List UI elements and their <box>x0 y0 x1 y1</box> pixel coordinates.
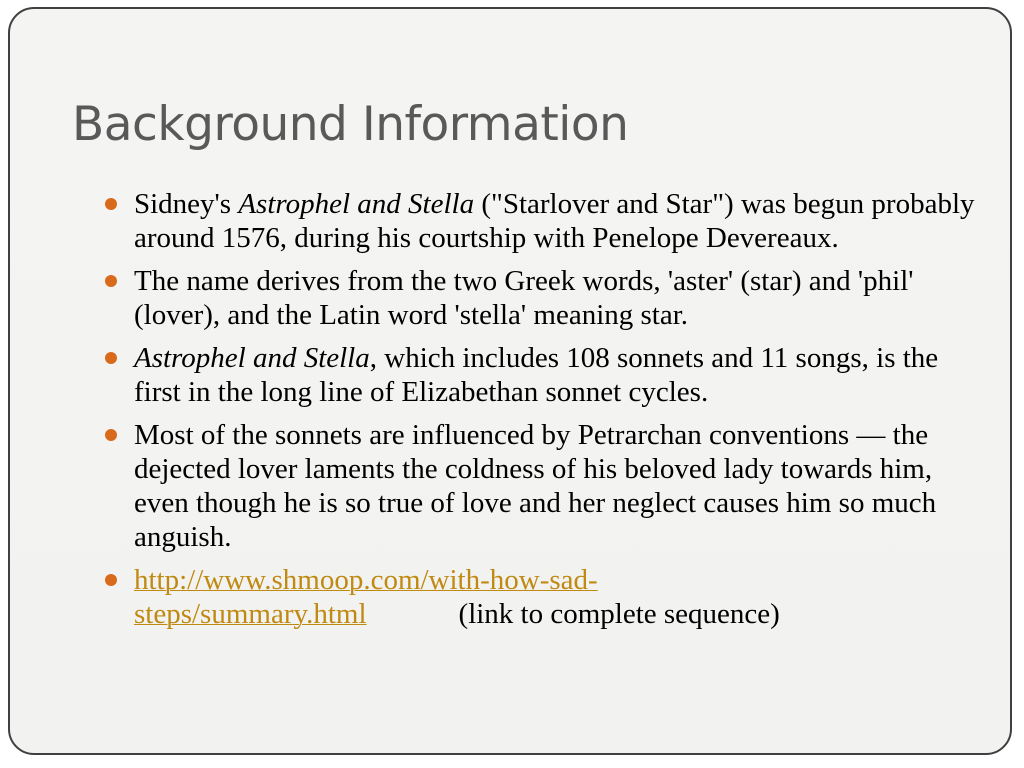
bullet-item-1 <box>134 187 984 255</box>
bullet-3-title-italic: Astrophel and Stella <box>134 342 370 374</box>
bullet-4-text: Most of the sonnets are influenced by Petrarchan conventions — the dejected lover laments the coldness of his beloved lady towards him, even though he is so true of love and her neglect causes him so much anguish. <box>134 419 937 553</box>
bullet-2-text: The name derives from the two Greek words, 'aster' (star) and 'phil' (lover), and the Latin word 'stella' meaning star. <box>134 265 914 331</box>
link-line-2[interactable]: steps/summary.html <box>134 598 367 630</box>
bullet-1-title-italic: Astrophel and Stella <box>238 188 475 220</box>
bullet-dot-icon <box>105 352 117 364</box>
link-note: (link to complete sequence) <box>458 598 780 630</box>
bullet-item-4 <box>134 418 984 554</box>
slide-title: Background Information <box>72 97 629 152</box>
bullet-dot-icon <box>105 574 117 586</box>
bullet-dot-icon <box>105 275 117 287</box>
bullet-dot-icon <box>105 429 117 441</box>
bullet-item-2 <box>134 264 984 332</box>
bullet-item-3 <box>134 341 984 409</box>
bullet-1-text-end: ("Starlover and Star") was begun probably around 1576, during his courtship with Penelope Devereaux. <box>134 188 975 254</box>
bullet-3-text: , which includes 108 sonnets and 11 songs, is the first in the long line of Elizabethan sonnet cycles. <box>134 342 939 408</box>
bullet-dot-icon <box>105 198 117 210</box>
link-line-1[interactable]: http://www.shmoop.com/with-how-sad- <box>134 564 598 596</box>
bullet-1-text-start: Sidney's <box>134 188 239 220</box>
bullet-list <box>134 187 984 640</box>
bullet-item-5 <box>134 563 984 631</box>
